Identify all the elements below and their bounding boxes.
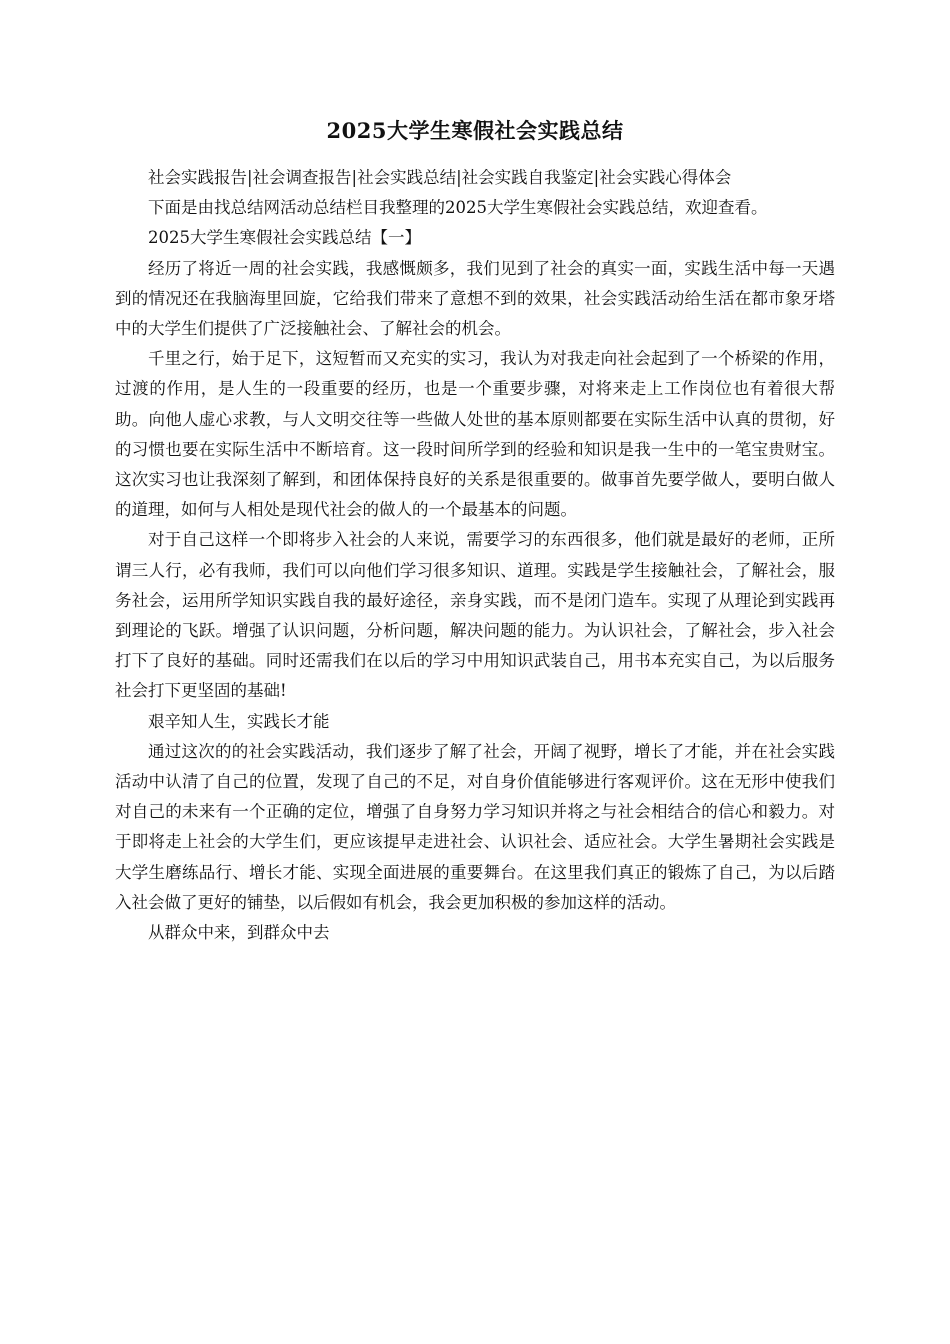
document-body [115, 163, 835, 948]
section-heading-1: 2025大学生寒假社会实践总结【一】 [148, 228, 421, 248]
paragraph-intro: 下面是由找总结网活动总结栏目我整理的2025大学生寒假社会实践总结，欢迎查看。 [148, 198, 768, 218]
document-title: 2025大学生寒假社会实践总结 [326, 118, 624, 143]
paragraph: 经历了将近一周的社会实践，我感慨颇多，我们见到了社会的真实一面，实践生活中每一天遇到的情况还在我脑海里回旋，它给我们带来了意想不到的效果，社会实践活动给生活在都市象牙塔中的大学生们提供了广泛接触社会、了解社会的机会。 [115, 258, 835, 339]
paragraph: 千里之行，始于足下，这短暂而又充实的实习，我认为对我走向社会起到了一个桥梁的作用，过渡的作用，是人生的一段重要的经历，也是一个重要步骤，对将来走上工作岗位也有着很大帮助。向他人虚心求教，与人文明交往等一些做人处世的基本原则都要在实际生活中认真的贯彻，好的习惯也要在实际生活中不断培育。这一段时间所学到的经验和知识是我一生中的一笔宝贵财宝。这次实习也让我深刻了解到，和团体保持良好的关系是很重要的。做事首先要学做人，要明白做人的道理，如何与人相处是现代社会的做人的一个最基本的问题。 [115, 349, 835, 520]
paragraph: 对于自己这样一个即将步入社会的人来说，需要学习的东西很多，他们就是最好的老师，正所谓三人行，必有我师，我们可以向他们学习很多知识、道理。实践是学生接触社会，了解社会，服务社会，运用所学知识实践自我的最好途径，亲身实践，而不是闭门造车。实现了从理论到实践再到理论的飞跃。增强了认识问题，分析问题，解决问题的能力。为认识社会，了解社会，步入社会打下了良好的基础。同时还需我们在以后的学习中用知识武装自己，用书本充实自己，为以后服务社会打下更坚固的基础! [115, 530, 835, 701]
paragraph-category-links: 社会实践报告|社会调查报告|社会实践总结|社会实践自我鉴定|社会实践心得体会 [148, 168, 732, 187]
subheading: 从群众中来，到群众中去 [148, 923, 330, 943]
subheading: 艰辛知人生，实践长才能 [148, 711, 330, 731]
paragraph: 通过这次的的社会实践活动，我们逐步了解了社会，开阔了视野，增长了才能，并在社会实践活动中认清了自己的位置，发现了自己的不足，对自身价值能够进行客观评价。这在无形中使我们对自己的未来有一个正确的定位，增强了自身努力学习知识并将之与社会相结合的信心和毅力。对于即将走上社会的大学生们，更应该提早走进社会、认识社会、适应社会。大学生暑期社会实践是大学生磨练品行、增长才能、实现全面进展的重要舞台。在这里我们真正的锻炼了自己，为以后踏入社会做了更好的铺垫，以后假如有机会，我会更加积极的参加这样的活动。 [115, 741, 835, 912]
